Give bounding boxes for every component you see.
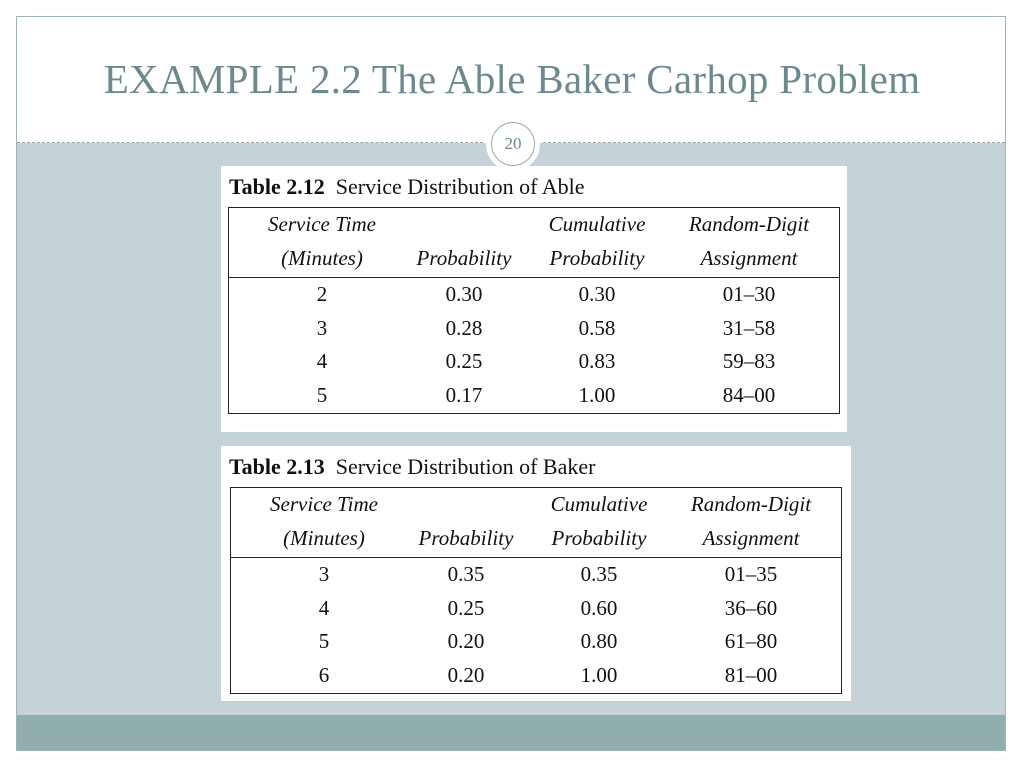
table-able <box>221 166 847 432</box>
header-col3-line1: Cumulative <box>548 212 646 236</box>
divider-left <box>17 142 483 143</box>
header-col3-line2: Probability <box>551 526 647 550</box>
table-cell: 0.35 <box>580 562 618 586</box>
footer-band <box>17 715 1005 750</box>
header-col1-line2: (Minutes) <box>281 246 363 270</box>
table-cell: 1.00 <box>578 383 616 407</box>
table-cell: 0.30 <box>578 282 616 306</box>
page-number-badge <box>486 117 540 171</box>
table-cell: 59–83 <box>722 349 776 373</box>
table-grid <box>228 207 840 414</box>
table-cell: 61–80 <box>724 629 778 653</box>
header-col4-line2: Assignment <box>700 246 798 270</box>
table-cell: 81–00 <box>724 663 778 687</box>
table-cell: 84–00 <box>722 383 776 407</box>
table-cell: 01–35 <box>724 562 778 586</box>
table-baker <box>221 446 851 701</box>
table-caption <box>229 454 595 480</box>
header-col2: Probability <box>416 246 512 270</box>
table-cell: 0.20 <box>447 663 485 687</box>
caption-text: Service Distribution of Able <box>335 174 585 199</box>
table-grid <box>230 487 842 694</box>
table-cell: 36–60 <box>724 596 778 620</box>
header-col3-line1: Cumulative <box>550 492 648 516</box>
header-col4-line2: Assignment <box>702 526 800 550</box>
table-cell: 0.83 <box>578 349 616 373</box>
caption-number: Table 2.12 <box>229 174 325 199</box>
table-cell: 0.80 <box>580 629 618 653</box>
caption-text: Service Distribution of Baker <box>335 454 596 479</box>
table-cell: 0.25 <box>445 349 483 373</box>
table-cell: 4 <box>316 349 328 373</box>
header-col2: Probability <box>418 526 514 550</box>
table-cell: 0.58 <box>578 316 616 340</box>
table-cell: 0.35 <box>447 562 485 586</box>
table-cell: 5 <box>318 629 330 653</box>
table-cell: 0.30 <box>445 282 483 306</box>
table-cell: 0.20 <box>447 629 485 653</box>
header-col1-line1: Service Time <box>268 212 376 236</box>
table-cell: 3 <box>316 316 328 340</box>
page-number: 20 <box>491 122 535 166</box>
header-divider <box>229 277 839 278</box>
table-cell: 1.00 <box>580 663 618 687</box>
table-cell: 2 <box>316 282 328 306</box>
table-cell: 0.60 <box>580 596 618 620</box>
header-col3-line2: Probability <box>549 246 645 270</box>
table-cell: 4 <box>318 596 330 620</box>
table-cell: 01–30 <box>722 282 776 306</box>
table-cell: 31–58 <box>722 316 776 340</box>
divider-right <box>543 142 1005 143</box>
table-cell: 5 <box>316 383 328 407</box>
header-col1-line1: Service Time <box>270 492 378 516</box>
slide-title: EXAMPLE 2.2 The Able Baker Carhop Problem <box>103 56 921 102</box>
table-cell: 0.17 <box>445 383 483 407</box>
table-cell: 0.28 <box>445 316 483 340</box>
header-col1-line2: (Minutes) <box>283 526 365 550</box>
header-col4-line1: Random-Digit <box>690 492 812 516</box>
table-cell: 6 <box>318 663 330 687</box>
header-col4-line1: Random-Digit <box>688 212 810 236</box>
table-cell: 0.25 <box>447 596 485 620</box>
caption-number: Table 2.13 <box>229 454 325 479</box>
header-divider <box>231 557 841 558</box>
table-cell: 3 <box>318 562 330 586</box>
table-caption <box>229 174 584 200</box>
